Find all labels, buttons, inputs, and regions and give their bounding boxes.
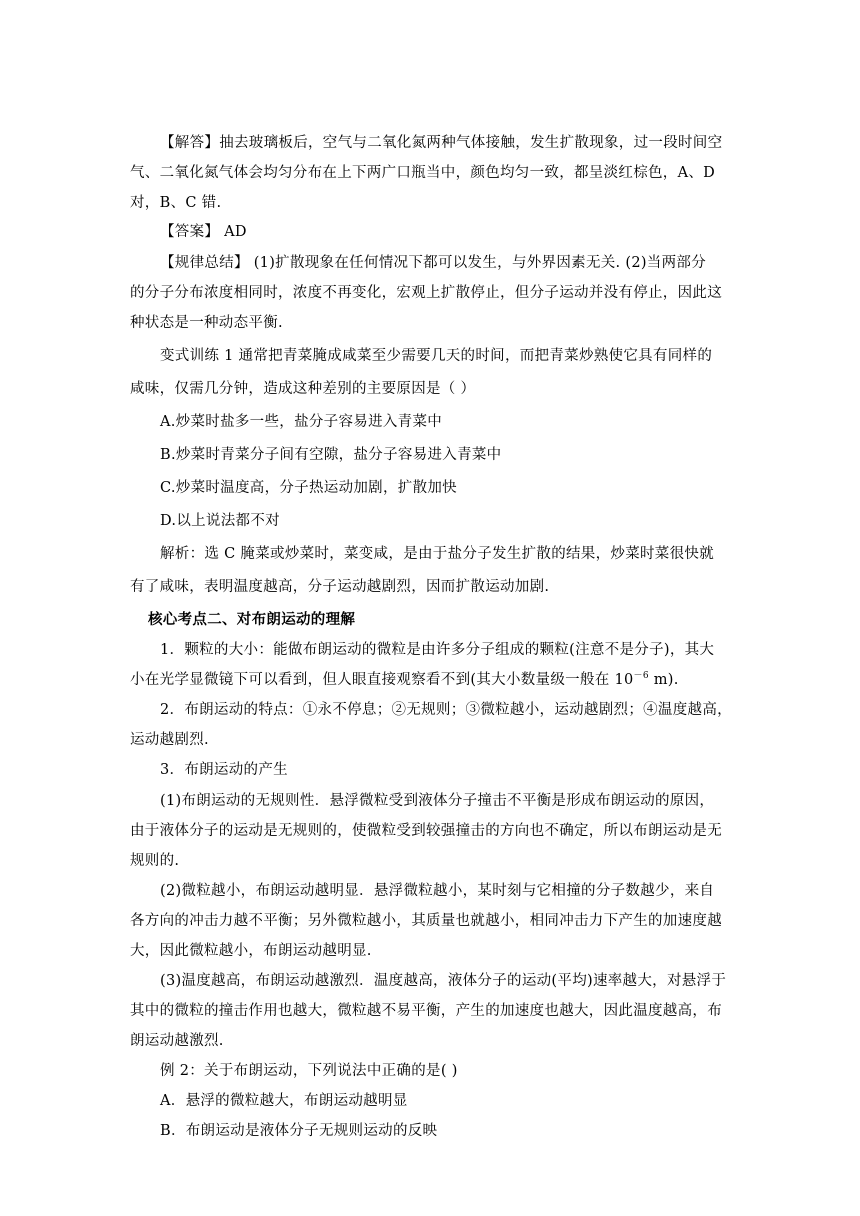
text-line-with-exponent: 小在光学显微镜下可以看到，但人眼直接观察看不到(其大小数量级一般在 $10^{-6}$ m). (130, 671, 679, 688)
text-line: 变式训练 1 通常把青菜腌成咸菜至少需要几天的时间，而把青菜炒熟使它具有同样的 (160, 348, 713, 364)
text-line: 2．布朗运动的特点：①永不停息；②无规则；③微粒越小，运动越剧烈；④温度越高， (160, 702, 732, 718)
text-line: 【答案】 AD (160, 224, 247, 240)
text-line: 有了咸味，表明温度越高，分子运动越剧烈，因而扩散运动加剧. (130, 579, 550, 595)
text-line: 【解答】抽去玻璃板后，空气与二氧化氮两种气体接触，发生扩散现象，过一段时间空 (160, 135, 723, 151)
text-line: 种状态是一种动态平衡. (130, 315, 283, 331)
option-a: A.炒菜时盐多一些，盐分子容易进入青菜中 (160, 414, 443, 430)
text-line: 咸味，仅需几分钟，造成这种差别的主要原因是（ ） (130, 381, 476, 397)
text-line: (2)微粒越小，布朗运动越明显．悬浮微粒越小，某时刻与它相撞的分子数越少，来自 (160, 883, 715, 899)
text-line: 对，B、C 错. (130, 195, 222, 211)
text-line: 规则的. (130, 853, 180, 869)
text-line: 运动越剧烈. (130, 732, 209, 748)
text-line: 由于液体分子的运动是无规则的，使微粒受到较强撞击的方向也不确定，所以布朗运动是无 (130, 823, 722, 839)
option-c: C.炒菜时温度高，分子热运动加剧，扩散加快 (160, 480, 457, 496)
text-line: 其中的微粒的撞击作用也越大，微粒越不易平衡，产生的加速度也越大，因此温度越高，布 (130, 1003, 722, 1019)
option-d: D.以上说法都不对 (160, 513, 280, 529)
text-line: 3．布朗运动的产生 (160, 762, 288, 778)
text-line: 的分子分布浓度相同时，浓度不再变化，宏观上扩散停止，但分子运动并没有停止，因此这 (130, 285, 722, 301)
text-line: 大，因此微粒越小，布朗运动越明显. (130, 943, 372, 959)
option-b: B.炒菜时青菜分子间有空隙，盐分子容易进入青菜中 (160, 447, 502, 463)
example-question: 例 2：关于布朗运动，下列说法中正确的是( ) (160, 1063, 458, 1079)
text-line: 各方向的冲击力越不平衡；另外微粒越小，其质量也就越小，相同冲击力下产生的加速度越 (130, 913, 722, 929)
text-line: 气、二氧化氮气体会均匀分布在上下两广口瓶当中，颜色均匀一致，都呈淡红棕色，A、D (130, 165, 716, 181)
option-a: A．悬浮的微粒越大，布朗运动越明显 (160, 1093, 408, 1109)
text-line: 朗运动越激烈. (130, 1033, 224, 1049)
text-line: 解析：选 C 腌菜或炒菜时，菜变咸，是由于盐分子发生扩散的结果，炒菜时菜很快就 (160, 546, 715, 562)
option-b: B．布朗运动是液体分子无规则运动的反映 (160, 1123, 438, 1139)
text-line: (3)温度越高，布朗运动越激烈．温度越高，液体分子的运动(平均)速率越大，对悬浮于 (160, 973, 727, 989)
section-heading: 核心考点二、对布朗运动的理解 (148, 611, 356, 628)
text-line: 1．颗粒的大小：能做布朗运动的微粒是由许多分子组成的颗粒(注意不是分子)，其大 (160, 642, 715, 658)
text-line: (1)布朗运动的无规则性．悬浮微粒受到液体分子撞击不平衡是形成布朗运动的原因， (160, 793, 715, 809)
text-line: 【规律总结】 (1)扩散现象在任何情况下都可以发生，与外界因素无关. (2)当两部分 (160, 255, 707, 271)
